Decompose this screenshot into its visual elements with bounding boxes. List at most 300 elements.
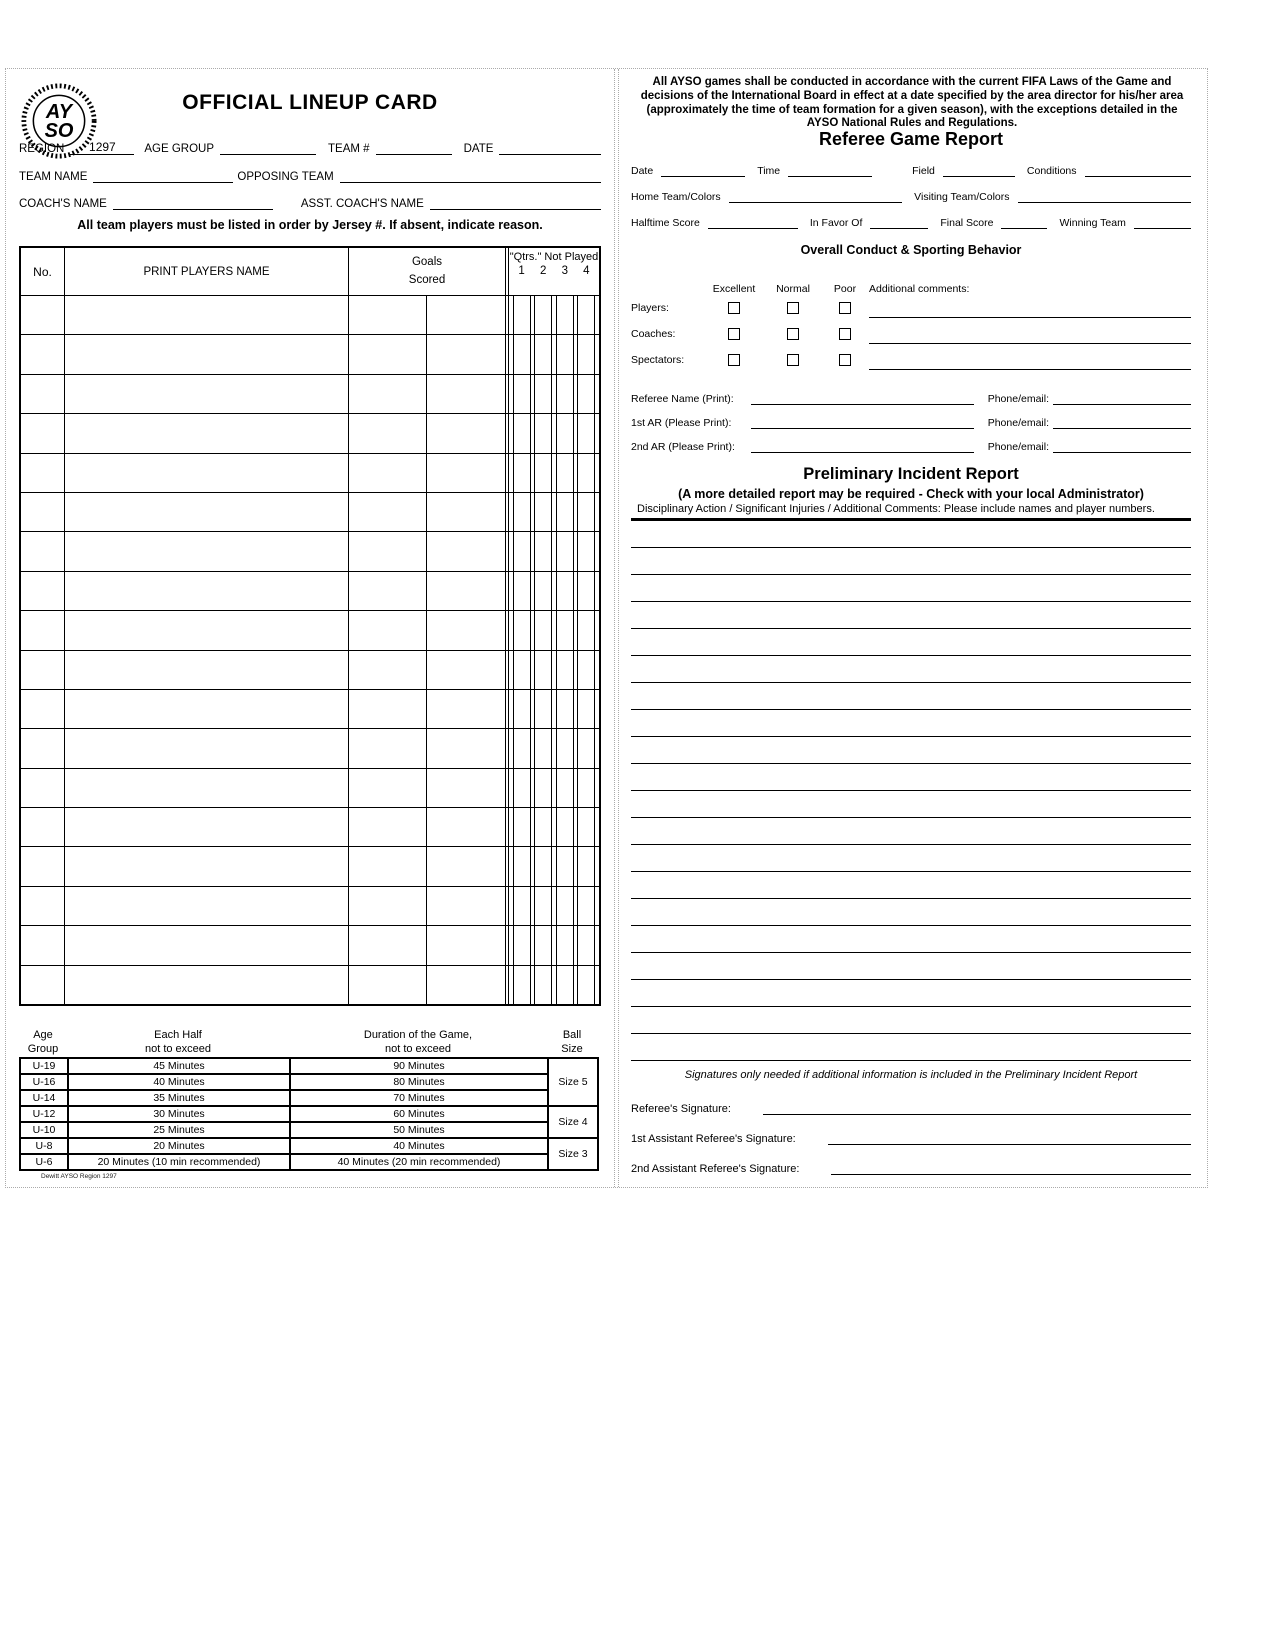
fifa-preamble: All AYSO games shall be conducted in accordance with the current FIFA Laws of the Game and decisions of the International Board in effect at a date specified by the area director for his/her area (approximately the time of team formation for a given season), with the exceptions detailed in the AYSO National Rules and Regulations. <box>640 76 1184 130</box>
visiting-team-field[interactable] <box>1018 188 1192 203</box>
qtr-4-box[interactable] <box>577 729 595 767</box>
comments-field[interactable] <box>869 329 1191 344</box>
qtr-1-box[interactable] <box>513 375 531 413</box>
incident-report-subtitle: (A more detailed report may be required - Check with your local Administrator) <box>678 487 1144 501</box>
asst-coach-name-label: ASST. COACH'S NAME <box>300 198 424 210</box>
roster-cell-goals-left[interactable] <box>349 808 427 846</box>
lineup-title: OFFICIAL LINEUP CARD <box>182 91 438 114</box>
qtrs-header-label: "Qtrs." Not Played <box>509 251 599 263</box>
date-field[interactable] <box>499 140 601 155</box>
qtr-2-box[interactable] <box>534 808 552 846</box>
duration-table <box>19 1057 599 1171</box>
roster-cell-player-name[interactable] <box>65 335 349 373</box>
roster-cell-jersey-number[interactable] <box>21 808 65 846</box>
roster-table <box>19 246 601 1006</box>
roster-cell-qtrs <box>505 769 599 807</box>
roster-cell-qtrs <box>505 454 599 492</box>
incident-writing-line[interactable] <box>631 764 1191 791</box>
qtr-3-box[interactable] <box>556 729 574 767</box>
roster-header-qtrs <box>505 248 599 295</box>
roster-row <box>21 334 599 373</box>
signature-field[interactable] <box>828 1130 1191 1145</box>
incident-writing-line[interactable] <box>631 872 1191 899</box>
roster-cell-goals-right[interactable] <box>427 651 505 689</box>
roster-cell-goals-right[interactable] <box>427 493 505 531</box>
signature-field[interactable] <box>763 1100 1191 1115</box>
roster-cell-jersey-number[interactable] <box>21 375 65 413</box>
qtr-1-box[interactable] <box>513 651 531 689</box>
referee-report-title: Referee Game Report <box>818 129 1004 149</box>
signature-field[interactable] <box>831 1160 1191 1175</box>
incident-writing-line[interactable] <box>631 926 1191 953</box>
incident-writing-line[interactable] <box>631 710 1191 737</box>
roster-table-body <box>21 295 599 1004</box>
qtr-4-box[interactable] <box>577 611 595 649</box>
roster-cell-player-name[interactable] <box>65 847 349 885</box>
qtr-3-box[interactable] <box>556 375 574 413</box>
roster-cell-jersey-number[interactable] <box>21 690 65 728</box>
qtr-3-box[interactable] <box>556 414 574 452</box>
incident-ruled-lines <box>631 521 1191 1061</box>
qtr-4-box[interactable] <box>577 454 595 492</box>
report-field-label: Field <box>912 165 935 177</box>
qtr-3-box[interactable] <box>556 454 574 492</box>
qtr-3-box[interactable] <box>556 493 574 531</box>
roster-cell-goals-right[interactable] <box>427 926 505 964</box>
incident-writing-line[interactable] <box>631 683 1191 710</box>
incident-writing-line[interactable] <box>631 980 1191 1007</box>
qtr-1-box[interactable] <box>513 532 531 570</box>
conduct-grid <box>631 277 1191 373</box>
roster-cell-goals-right[interactable] <box>427 611 505 649</box>
qtr-4-box[interactable] <box>577 808 595 846</box>
phone-email-field[interactable] <box>1053 438 1191 453</box>
poor-checkbox[interactable] <box>839 328 851 340</box>
roster-row <box>21 768 599 807</box>
roster-cell-jersey-number[interactable] <box>21 769 65 807</box>
roster-cell-goals-right[interactable] <box>427 454 505 492</box>
qtr-2-box[interactable] <box>534 375 552 413</box>
qtr-2-box[interactable] <box>534 966 552 1004</box>
report-field-row-2 <box>631 183 1191 203</box>
roster-cell-goals-left[interactable] <box>349 335 427 373</box>
qtr-2-box[interactable] <box>534 532 552 570</box>
qtr-3-box[interactable] <box>556 296 574 334</box>
roster-cell-jersey-number[interactable] <box>21 926 65 964</box>
roster-cell-goals-left[interactable] <box>349 532 427 570</box>
roster-cell-jersey-number[interactable] <box>21 729 65 767</box>
roster-cell-qtrs <box>505 611 599 649</box>
age-group-field[interactable] <box>220 140 316 155</box>
qtr-3-box[interactable] <box>556 335 574 373</box>
roster-cell-qtrs <box>505 729 599 767</box>
qtr-4-box[interactable] <box>577 375 595 413</box>
qtr-4-box[interactable] <box>577 966 595 1004</box>
qtr-1-box[interactable] <box>513 808 531 846</box>
qtr-3-box[interactable] <box>556 572 574 610</box>
qtr-3-box[interactable] <box>556 926 574 964</box>
qtr-1-box[interactable] <box>513 414 531 452</box>
report-time-field[interactable] <box>788 162 872 177</box>
qtr-4-box[interactable] <box>577 532 595 570</box>
qtr-1-box[interactable] <box>513 926 531 964</box>
roster-header-goals <box>349 248 505 295</box>
roster-cell-jersey-number[interactable] <box>21 966 65 1004</box>
team-name-field[interactable] <box>93 168 233 183</box>
qtr-1-box[interactable] <box>513 611 531 649</box>
official-name-field[interactable] <box>751 414 974 429</box>
roster-cell-goals-left[interactable] <box>349 729 427 767</box>
conduct-rows <box>631 295 1191 373</box>
conduct-row-label: Players: <box>631 302 669 314</box>
ball-size-5-cell: Size 5 <box>548 1058 598 1106</box>
incident-writing-line[interactable] <box>631 548 1191 575</box>
home-team-label: Home Team/Colors <box>631 191 721 203</box>
roster-cell-player-name[interactable] <box>65 926 349 964</box>
lineup-header-row-3 <box>19 188 601 210</box>
roster-cell-player-name[interactable] <box>65 808 349 846</box>
incident-writing-line[interactable] <box>631 953 1191 980</box>
visiting-team-label: Visiting Team/Colors <box>914 191 1010 203</box>
roster-cell-jersey-number[interactable] <box>21 454 65 492</box>
normal-checkbox[interactable] <box>787 302 799 314</box>
lineup-header-row-2 <box>19 161 601 183</box>
roster-cell-jersey-number[interactable] <box>21 335 65 373</box>
incident-writing-line[interactable] <box>631 1007 1191 1034</box>
qtr-2-box[interactable] <box>534 335 552 373</box>
phone-email-field[interactable] <box>1053 414 1191 429</box>
roster-row <box>21 728 599 767</box>
qtr-1-box[interactable] <box>513 335 531 373</box>
poor-checkbox[interactable] <box>839 302 851 314</box>
roster-cell-goals-left[interactable] <box>349 454 427 492</box>
qtr-4-box[interactable] <box>577 769 595 807</box>
region-footer-note: Dewitt AYSO Region 1297 <box>41 1172 117 1180</box>
qtr-numbers-row <box>509 265 599 277</box>
signature-row <box>631 1115 1191 1145</box>
qtr-1-box[interactable] <box>513 887 531 925</box>
conduct-row-label: Spectators: <box>631 354 685 366</box>
roster-cell-goals-left[interactable] <box>349 926 427 964</box>
qtr-2-box[interactable] <box>534 690 552 728</box>
normal-checkbox[interactable] <box>787 328 799 340</box>
age-group-label: AGE GROUP <box>144 143 215 155</box>
official-name-label: 1st AR (Please Print): <box>631 417 732 429</box>
roster-cell-player-name[interactable] <box>65 651 349 689</box>
roster-cell-qtrs <box>505 690 599 728</box>
official-name-row <box>631 381 1191 405</box>
conduct-row <box>631 347 1191 373</box>
incident-writing-line[interactable] <box>631 629 1191 656</box>
team-name-label: TEAM NAME <box>19 171 88 183</box>
conduct-normal-header: Normal <box>776 283 810 295</box>
incident-writing-line[interactable] <box>631 899 1191 926</box>
winning-team-field[interactable] <box>1134 214 1191 229</box>
incident-writing-line[interactable] <box>631 656 1191 683</box>
roster-cell-qtrs <box>505 572 599 610</box>
incident-writing-line[interactable] <box>631 521 1191 548</box>
roster-cell-qtrs <box>505 335 599 373</box>
roster-cell-goals-left[interactable] <box>349 611 427 649</box>
roster-cell-goals-right[interactable] <box>427 808 505 846</box>
duration-row-u6: U-6 20 Minutes (10 min recommended) 40 Minutes (20 min recommended) <box>20 1154 598 1170</box>
comments-field[interactable] <box>869 355 1191 370</box>
roster-cell-goals-right[interactable] <box>427 414 505 452</box>
qtr-3-box[interactable] <box>556 651 574 689</box>
coach-name-field[interactable] <box>113 195 273 210</box>
roster-row <box>21 925 599 964</box>
coach-name-label: COACH'S NAME <box>19 198 107 210</box>
phone-email-field[interactable] <box>1053 390 1191 405</box>
roster-row <box>21 571 599 610</box>
qtr-4-box[interactable] <box>577 690 595 728</box>
incident-writing-line[interactable] <box>631 818 1191 845</box>
additional-comments-header: Additional comments: <box>869 283 970 295</box>
roster-cell-jersey-number[interactable] <box>21 611 65 649</box>
incident-writing-line[interactable] <box>631 575 1191 602</box>
incident-writing-line[interactable] <box>631 602 1191 629</box>
qtr-2-box[interactable] <box>534 414 552 452</box>
excellent-checkbox[interactable] <box>728 354 740 366</box>
roster-row <box>21 610 599 649</box>
opposing-team-field[interactable] <box>340 168 601 183</box>
qtr-2-box[interactable] <box>534 454 552 492</box>
roster-cell-player-name[interactable] <box>65 375 349 413</box>
qtr-1-box[interactable] <box>513 690 531 728</box>
roster-row <box>21 413 599 452</box>
roster-row <box>21 846 599 885</box>
roster-cell-jersey-number[interactable] <box>21 296 65 334</box>
roster-cell-goals-left[interactable] <box>349 296 427 334</box>
roster-cell-goals-right[interactable] <box>427 966 505 1004</box>
roster-cell-qtrs <box>505 887 599 925</box>
roster-cell-goals-right[interactable] <box>427 572 505 610</box>
roster-cell-goals-right[interactable] <box>427 375 505 413</box>
asst-coach-name-field[interactable] <box>430 195 601 210</box>
roster-row <box>21 689 599 728</box>
roster-cell-goals-left[interactable] <box>349 887 427 925</box>
roster-cell-goals-right[interactable] <box>427 690 505 728</box>
qtr-3-box[interactable] <box>556 532 574 570</box>
roster-header-name: PRINT PLAYERS NAME <box>65 248 349 295</box>
roster-row <box>21 807 599 846</box>
roster-cell-jersey-number[interactable] <box>21 847 65 885</box>
qtr-3-box[interactable] <box>556 966 574 1004</box>
roster-cell-player-name[interactable] <box>65 769 349 807</box>
incident-writing-line[interactable] <box>631 845 1191 872</box>
roster-cell-player-name[interactable] <box>65 572 349 610</box>
qtr-2-box[interactable] <box>534 611 552 649</box>
roster-cell-goals-right[interactable] <box>427 532 505 570</box>
qtr-2-box[interactable] <box>534 651 552 689</box>
ball-size-column-header: Ball Size <box>561 1029 583 1056</box>
region-field[interactable]: 1297 <box>70 140 134 155</box>
official-name-label: Referee Name (Print): <box>631 393 734 405</box>
roster-cell-player-name[interactable] <box>65 296 349 334</box>
halftime-score-field[interactable] <box>708 214 798 229</box>
roster-cell-goals-right[interactable] <box>427 296 505 334</box>
qtr-1-box[interactable] <box>513 572 531 610</box>
roster-cell-qtrs <box>505 926 599 964</box>
roster-cell-player-name[interactable] <box>65 414 349 452</box>
opposing-team-label: OPPOSING TEAM <box>237 171 334 183</box>
roster-cell-goals-right[interactable] <box>427 847 505 885</box>
qtr-2-box[interactable] <box>534 847 552 885</box>
qtr-1-box[interactable] <box>513 966 531 1004</box>
poor-checkbox[interactable] <box>839 354 851 366</box>
qtr-4-box[interactable] <box>577 414 595 452</box>
qtr-1-box[interactable] <box>513 296 531 334</box>
official-name-field[interactable] <box>751 438 974 453</box>
excellent-checkbox[interactable] <box>728 328 740 340</box>
roster-cell-qtrs <box>505 808 599 846</box>
roster-row <box>21 453 599 492</box>
qtr-1-box[interactable] <box>513 493 531 531</box>
duration-row-u16: U-16 40 Minutes 80 Minutes <box>20 1074 598 1090</box>
roster-row <box>21 295 599 334</box>
qtr-3-box[interactable] <box>556 690 574 728</box>
home-team-field[interactable] <box>729 188 903 203</box>
team-number-field[interactable] <box>376 140 452 155</box>
conduct-excellent-header: Excellent <box>712 283 756 295</box>
qtr-3-box[interactable] <box>556 887 574 925</box>
roster-cell-goals-left[interactable] <box>349 651 427 689</box>
duration-table-header <box>19 1028 601 1057</box>
signature-label: Referee's Signature: <box>631 1103 731 1115</box>
final-score-field[interactable] <box>1001 214 1047 229</box>
each-half-column-header: Each Half not to exceed <box>144 1029 212 1056</box>
report-field-row-1 <box>631 157 1191 177</box>
age-group-column-header: Age Group <box>27 1029 59 1056</box>
roster-cell-goals-left[interactable] <box>349 572 427 610</box>
qtr-4-box[interactable] <box>577 847 595 885</box>
roster-cell-jersey-number[interactable] <box>21 493 65 531</box>
roster-cell-player-name[interactable] <box>65 611 349 649</box>
qtr-number-label: 1 <box>518 265 525 277</box>
roster-header-number: No. <box>21 248 65 295</box>
team-number-label: TEAM # <box>328 143 370 155</box>
excellent-checkbox[interactable] <box>728 302 740 314</box>
roster-cell-jersey-number[interactable] <box>21 651 65 689</box>
qtr-2-box[interactable] <box>534 926 552 964</box>
conduct-row-label: Coaches: <box>631 328 676 340</box>
goals-header-line2: Scored <box>408 273 446 286</box>
roster-cell-goals-right[interactable] <box>427 335 505 373</box>
roster-cell-jersey-number[interactable] <box>21 887 65 925</box>
roster-cell-goals-right[interactable] <box>427 887 505 925</box>
qtr-3-box[interactable] <box>556 847 574 885</box>
roster-cell-goals-right[interactable] <box>427 729 505 767</box>
qtr-1-box[interactable] <box>513 769 531 807</box>
report-field-field[interactable] <box>943 162 1015 177</box>
roster-cell-qtrs <box>505 493 599 531</box>
report-date-field[interactable] <box>661 162 745 177</box>
report-conditions-field[interactable] <box>1085 162 1191 177</box>
qtr-4-box[interactable] <box>577 651 595 689</box>
roster-cell-goals-left[interactable] <box>349 966 427 1004</box>
qtr-4-box[interactable] <box>577 296 595 334</box>
signature-row <box>631 1085 1191 1115</box>
roster-cell-player-name[interactable] <box>65 729 349 767</box>
roster-row <box>21 492 599 531</box>
qtr-4-box[interactable] <box>577 887 595 925</box>
qtr-4-box[interactable] <box>577 926 595 964</box>
roster-cell-jersey-number[interactable] <box>21 532 65 570</box>
roster-cell-goals-left[interactable] <box>349 493 427 531</box>
qtr-2-box[interactable] <box>534 572 552 610</box>
duration-row-u10: U-10 25 Minutes 50 Minutes <box>20 1122 598 1138</box>
duration-column-header: Duration of the Game, not to exceed <box>363 1029 473 1056</box>
comments-field[interactable] <box>869 303 1191 318</box>
qtr-number-label: 3 <box>561 265 568 277</box>
qtr-1-box[interactable] <box>513 729 531 767</box>
qtr-1-box[interactable] <box>513 454 531 492</box>
official-name-field[interactable] <box>751 390 974 405</box>
roster-cell-jersey-number[interactable] <box>21 572 65 610</box>
qtr-number-label: 2 <box>539 265 547 277</box>
qtr-2-box[interactable] <box>534 729 552 767</box>
roster-row <box>21 650 599 689</box>
roster-cell-goals-left[interactable] <box>349 690 427 728</box>
roster-cell-player-name[interactable] <box>65 454 349 492</box>
qtr-2-box[interactable] <box>534 887 552 925</box>
qtr-3-box[interactable] <box>556 808 574 846</box>
qtr-2-box[interactable] <box>534 493 552 531</box>
official-name-label: 2nd AR (Please Print): <box>631 441 735 453</box>
roster-cell-player-name[interactable] <box>65 690 349 728</box>
roster-row <box>21 531 599 570</box>
official-name-row <box>631 429 1191 453</box>
phone-email-label: Phone/email: <box>987 417 1049 429</box>
normal-checkbox[interactable] <box>787 354 799 366</box>
svg-text:SO: SO <box>44 120 74 143</box>
qtr-3-box[interactable] <box>556 769 574 807</box>
incident-writing-line[interactable] <box>631 1034 1191 1061</box>
roster-row <box>21 886 599 925</box>
incident-writing-line[interactable] <box>631 737 1191 764</box>
incident-writing-line[interactable] <box>631 791 1191 818</box>
roster-cell-player-name[interactable] <box>65 966 349 1004</box>
roster-cell-goals-left[interactable] <box>349 847 427 885</box>
qtr-4-box[interactable] <box>577 572 595 610</box>
roster-cell-goals-left[interactable] <box>349 414 427 452</box>
roster-cell-goals-left[interactable] <box>349 769 427 807</box>
roster-cell-goals-left[interactable] <box>349 375 427 413</box>
qtr-1-box[interactable] <box>513 847 531 885</box>
roster-cell-goals-right[interactable] <box>427 769 505 807</box>
referee-report-panel <box>617 69 1207 1187</box>
incident-report-title: Preliminary Incident Report <box>803 465 1019 483</box>
signature-rows <box>631 1085 1191 1175</box>
qtr-4-box[interactable] <box>577 493 595 531</box>
roster-cell-player-name[interactable] <box>65 493 349 531</box>
roster-cell-jersey-number[interactable] <box>21 414 65 452</box>
qtr-2-box[interactable] <box>534 296 552 334</box>
roster-row <box>21 374 599 413</box>
in-favor-of-field[interactable] <box>870 214 928 229</box>
roster-cell-player-name[interactable] <box>65 532 349 570</box>
qtr-3-box[interactable] <box>556 611 574 649</box>
roster-cell-player-name[interactable] <box>65 887 349 925</box>
in-favor-of-label: In Favor Of <box>809 217 863 229</box>
qtr-2-box[interactable] <box>534 769 552 807</box>
duration-table-section <box>19 1028 601 1180</box>
roster-cell-qtrs <box>505 375 599 413</box>
qtr-4-box[interactable] <box>577 335 595 373</box>
svg-text:AY: AY <box>45 101 73 124</box>
roster-cell-qtrs <box>505 414 599 452</box>
duration-row-u8: U-8 20 Minutes 40 Minutes Size 3 <box>20 1138 598 1154</box>
